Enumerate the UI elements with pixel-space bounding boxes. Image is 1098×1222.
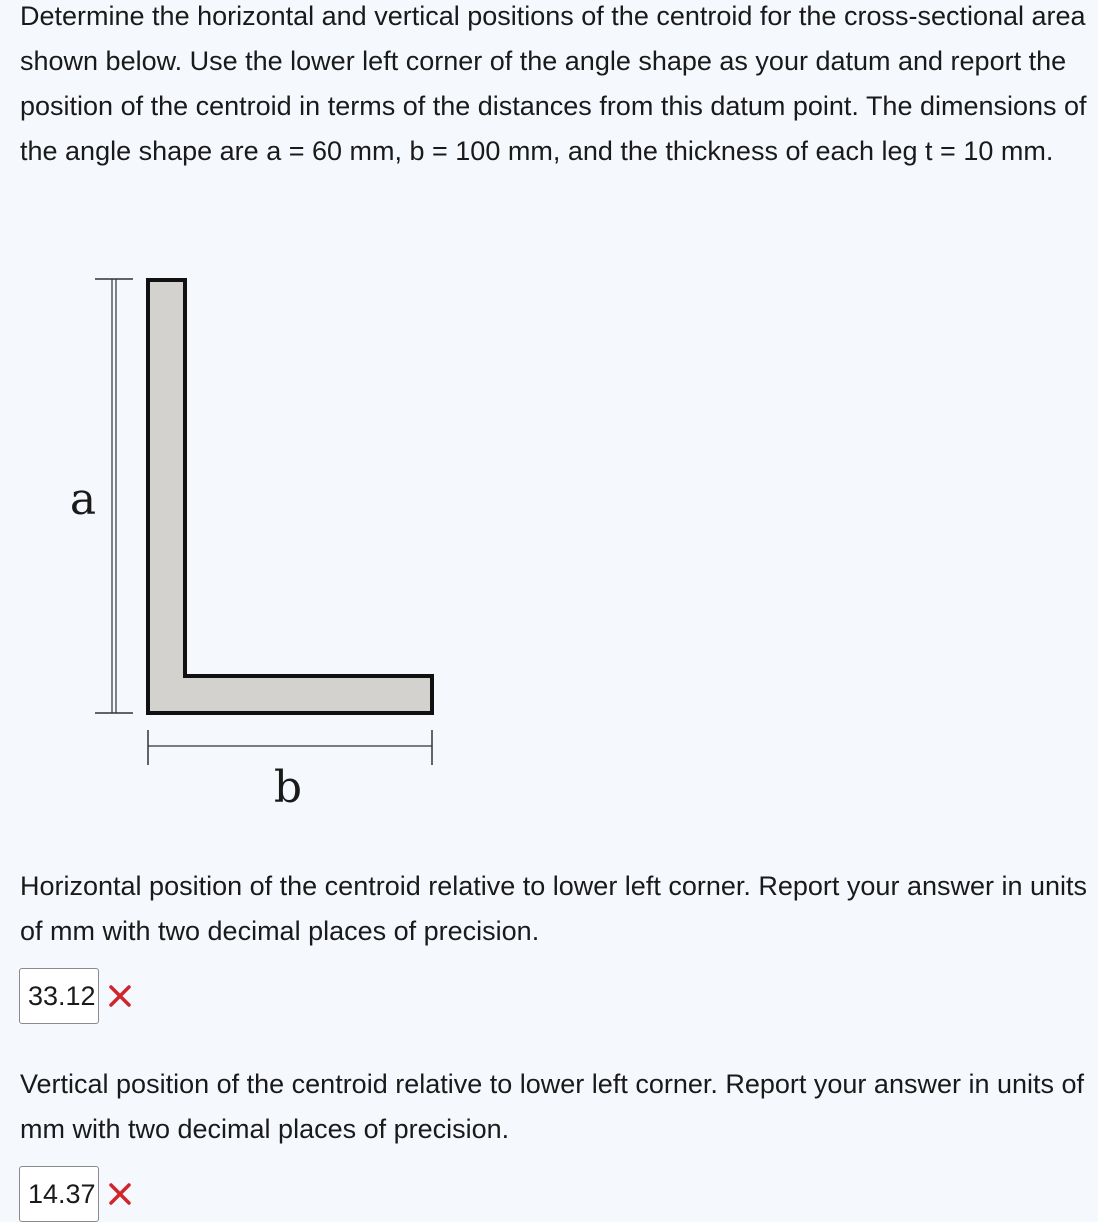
incorrect-x-icon [107,1181,133,1207]
incorrect-x-icon [107,983,133,1009]
angle-cross-section [148,280,432,713]
vertical-centroid-input[interactable] [19,1166,99,1222]
dimension-a-label: a [69,474,97,525]
problem-statement: Determine the horizontal and vertical positions of the centroid for the cross-sectional area shown below. Use the lower left corner of the angle shape as your datum and report the position of the centroid in terms of the distances from this datum point. The dimensions of the angle shape are a = 60 mm, b = 100 mm, and the thickness of each leg t = 10 mm. [20,1,1087,166]
question-vertical-prompt: Vertical position of the centroid relative to lower left corner. Report your answer in units of mm with two decimal places of precision. [20,1069,1085,1144]
dimension-b-label: b [273,762,303,813]
horizontal-centroid-input[interactable] [19,968,99,1024]
question-horizontal-prompt: Horizontal position of the centroid relative to lower left corner. Report your answer in units of mm with two decimal places of precision. [20,871,1088,946]
answer-row-horizontal [19,968,133,1024]
answer-row-vertical [19,1166,133,1222]
